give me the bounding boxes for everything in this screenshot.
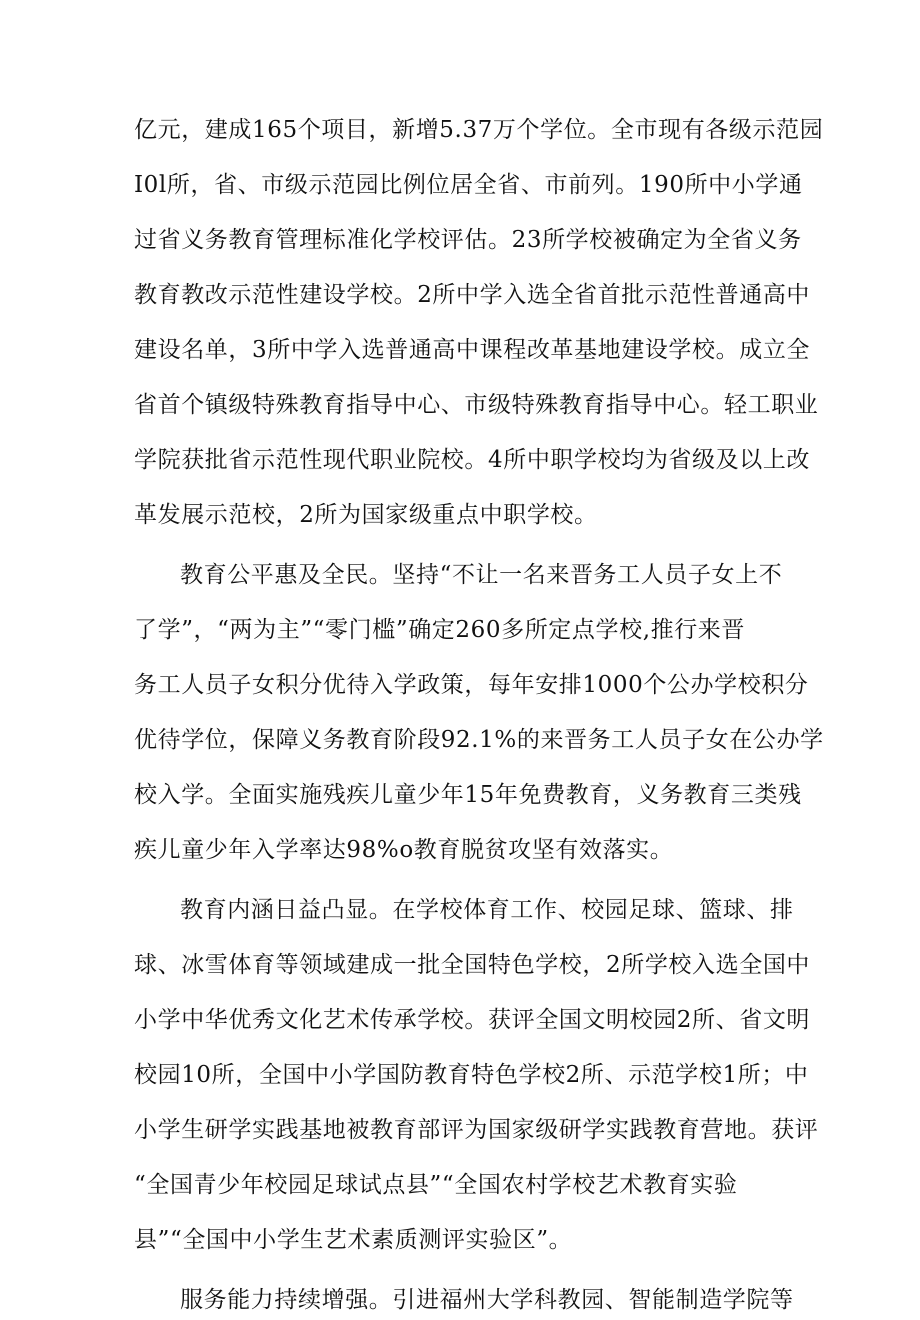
text-line: 校入学。全面实施残疾儿童少年15年免费教育，义务教育三类残	[134, 782, 802, 808]
text-line: 优待学位，保障义务教育阶段92.1%的来晋务工人员子女在公办学	[134, 727, 824, 753]
text-line: 了学”，“两为主”“零门槛”确定260多所定点学校,推行来晋	[134, 617, 746, 643]
paragraph-first-line: 教育内涵日益凸显。在学校体育工作、校园足球、篮球、排	[180, 897, 794, 923]
text-line: “全国青少年校园足球试点县”“全国农村学校艺术教育实验	[134, 1172, 738, 1198]
text-line: 革发展示范校，2所为国家级重点中职学校。	[134, 502, 598, 528]
paragraph-first-line: 服务能力持续增强。引进福州大学科教园、智能制造学院等	[180, 1287, 794, 1313]
text-line: 学院获批省示范性现代职业院校。4所中职学校均为省级及以上改	[134, 447, 811, 473]
text-line: 校园10所，全国中小学国防教育特色学校2所、示范学校1所；中	[134, 1062, 809, 1088]
text-line: I0l所，省、市级示范园比例位居全省、市前列。190所中小学通	[134, 172, 803, 198]
text-line: 亿元，建成165个项目，新增5.37万个学位。全市现有各级示范园	[134, 117, 824, 143]
text-line: 教育教改示范性建设学校。2所中学入选全省首批示范性普通高中	[134, 282, 811, 308]
paragraph-first-line: 教育公平惠及全民。坚持“不让一名来晋务工人员子女上不	[180, 562, 783, 588]
text-line: 省首个镇级特殊教育指导中心、市级特殊教育指导中心。轻工职业	[134, 392, 819, 418]
text-line: 小学生研学实践基地被教育部评为国家级研学实践教育营地。获评	[134, 1117, 819, 1143]
text-line: 务工人员子女积分优待入学政策，每年安排1000个公办学校积分	[134, 672, 809, 698]
text-line: 建设名单，3所中学入选普通高中课程改革基地建设学校。成立全	[134, 337, 811, 363]
text-line: 县”“全国中小学生艺术素质测评实验区”。	[134, 1227, 573, 1253]
text-line: 过省义务教育管理标准化学校评估。23所学校被确定为全省义务	[134, 227, 802, 253]
text-line: 小学中华优秀文化艺术传承学校。获评全国文明校园2所、省文明	[134, 1007, 811, 1033]
text-line: 疾儿童少年入学率达98%o教育脱贫攻坚有效落实。	[134, 837, 674, 863]
text-line: 球、冰雪体育等领域建成一批全国特色学校，2所学校入选全国中	[134, 952, 811, 978]
